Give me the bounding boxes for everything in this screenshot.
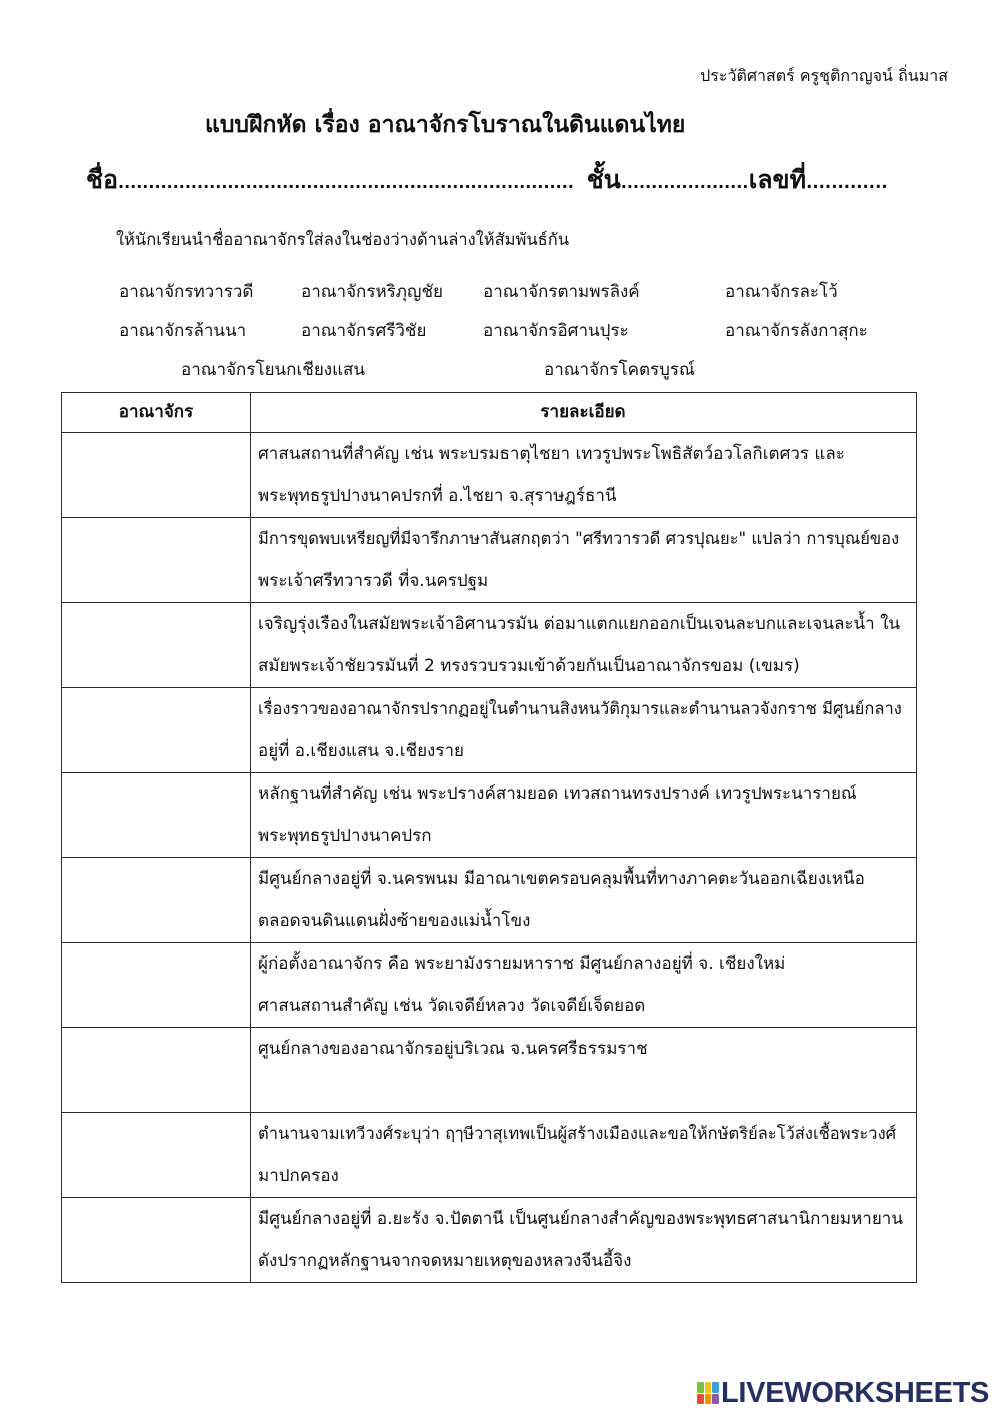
word-bank-item: อาณาจักรลังกาสุกะ xyxy=(725,321,868,341)
detail-line: ตำนานจามเทวีวงศ์ระบุว่า ฤๅษีวาสุเทพเป็นผู้สร้างเมืองและขอให้กษัตริย์ละโว้ส่งเชื้อพระวงศ์ xyxy=(258,1124,897,1143)
word-bank-item: อาณาจักรทวารวดี xyxy=(119,282,254,302)
table-row xyxy=(62,1197,916,1282)
detail-line: มีการขุดพบเหรียญที่มีจารึกภาษาสันสกฤตว่า "ศรีทวารวดี ศวรปุณยะ" แปลว่า การบุณย์ของ xyxy=(258,529,900,548)
answer-cell[interactable] xyxy=(62,518,251,602)
answer-cell[interactable] xyxy=(62,1198,251,1282)
detail-line: พระเจ้าศรีทวารวดี ที่จ.นครปฐม xyxy=(258,571,489,591)
answer-cell[interactable] xyxy=(62,433,251,517)
detail-line: ผู้ก่อตั้งอาณาจักร คือ พระยามังรายมหาราช มีศูนย์กลางอยู่ที่ จ. เชียงใหม่ xyxy=(258,954,786,974)
liveworksheets-logo-text: LIVEWORKSHEETS xyxy=(721,1377,990,1409)
instruction-text: ให้นักเรียนนำชื่ออาณาจักรใส่ลงในช่องว่างด้านล่างให้สัมพันธ์กัน xyxy=(116,230,570,249)
name-blank: ........................................................................... xyxy=(117,173,574,192)
detail-line: มีศูนย์กลางอยู่ที่ อ.ยะรัง จ.ปัตตานี เป็นศูนย์กลางสำคัญของพระพุทธศาสนานิกายมหายาน xyxy=(258,1209,903,1229)
detail-line: หลักฐานที่สำคัญ เช่น พระปรางค์สามยอด เทวสถานทรงปรางค์ เทวรูปพระนารายณ์ xyxy=(258,784,857,804)
answer-cell[interactable] xyxy=(62,603,251,687)
word-bank-item: อาณาจักรล้านนา xyxy=(119,321,247,341)
detail-cell xyxy=(251,433,916,517)
student-info-line xyxy=(86,160,888,202)
detail-cell xyxy=(251,943,916,1027)
detail-cell xyxy=(251,518,916,602)
table-row xyxy=(62,772,916,857)
detail-line: ศูนย์กลางของอาณาจักรอยู่บริเวณ จ.นครศรีธรรมราช xyxy=(258,1039,648,1059)
answer-cell[interactable] xyxy=(62,858,251,942)
answer-cell[interactable] xyxy=(62,943,251,1027)
answer-cell[interactable] xyxy=(62,688,251,772)
detail-line: พระพุทธรูปปางนาคปรกที่ อ.ไชยา จ.สุราษฎร์ธานี xyxy=(258,486,617,506)
detail-line: ดังปรากฏหลักฐานจากจดหมายเหตุของหลวงจีนอี้จิง xyxy=(258,1251,632,1271)
word-bank-item: อาณาจักรโคตรบูรณ์ xyxy=(544,360,695,380)
detail-line: เจริญรุ่งเรืองในสมัยพระเจ้าอิศานวรมัน ต่อมาแตกแยกออกเป็นเจนละบกและเจนละน้ำ ใน xyxy=(258,614,900,634)
logo-tile xyxy=(712,1394,719,1405)
table-header-row xyxy=(62,393,916,432)
detail-line: มาปกครอง xyxy=(258,1166,339,1186)
detail-line: พระพุทธรูปปางนาคปรก xyxy=(258,826,432,846)
logo-tile xyxy=(697,1394,704,1405)
detail-cell xyxy=(251,773,916,857)
answer-cell[interactable] xyxy=(62,773,251,857)
table-row xyxy=(62,1112,916,1197)
word-bank-item: อาณาจักรตามพรลิงค์ xyxy=(483,282,640,302)
detail-line: สมัยพระเจ้าชัยวรมันที่ 2 ทรงรวบรวมเข้าด้วยกันเป็นอาณาจักรขอม (เขมร) xyxy=(258,656,800,676)
answer-cell[interactable] xyxy=(62,1028,251,1112)
word-bank-item: อาณาจักรศรีวิชัย xyxy=(301,321,427,341)
worksheet-title: แบบฝึกหัด เรื่อง อาณาจักรโบราณในดินแดนไทย xyxy=(205,112,685,138)
matching-table xyxy=(61,392,917,1283)
logo-tile xyxy=(705,1382,712,1393)
detail-line: เรื่องราวของอาณาจักรปรากฏอยู่ในตำนานสิงหนวัติกุมารและตำนานลวจังกราช มีศูนย์กลาง xyxy=(258,699,902,718)
word-bank-item: อาณาจักรละโว้ xyxy=(725,282,838,302)
detail-line: มีศูนย์กลางอยู่ที่ จ.นครพนม มีอาณาเขตครอบคลุมพื้นที่ทางภาคตะวันออกเฉียงเหนือ xyxy=(258,869,865,889)
table-row xyxy=(62,687,916,772)
table-row xyxy=(62,857,916,942)
word-bank-item: อาณาจักรโยนกเชียงแสน xyxy=(181,360,366,380)
class-blank: ..................... xyxy=(620,173,749,192)
detail-cell xyxy=(251,858,916,942)
table-row xyxy=(62,432,916,517)
class-label: ชั้น xyxy=(586,165,621,194)
detail-line: ศาสนสถานที่สำคัญ เช่น พระบรมธาตุไชยา เทวรูปพระโพธิสัตว์อวโลกิเตศวร และ xyxy=(258,444,845,464)
name-label: ชื่อ xyxy=(86,165,118,194)
logo-tile xyxy=(705,1394,712,1405)
detail-cell xyxy=(251,603,916,687)
table-row xyxy=(62,602,916,687)
liveworksheets-logo-icon xyxy=(697,1382,719,1404)
table-row xyxy=(62,942,916,1027)
detail-cell xyxy=(251,1198,916,1282)
detail-cell xyxy=(251,1028,916,1112)
detail-line: อยู่ที่ อ.เชียงแสน จ.เชียงราย xyxy=(258,741,464,761)
detail-cell xyxy=(251,688,916,772)
number-blank: ............. xyxy=(806,173,888,192)
table-header-details: รายละเอียด xyxy=(540,402,626,422)
answer-cell[interactable] xyxy=(62,1113,251,1197)
table-row xyxy=(62,1027,916,1112)
detail-line: ศาสนสถานสำคัญ เช่น วัดเจดีย์หลวง วัดเจดีย์เจ็ดยอด xyxy=(258,996,646,1016)
detail-line: ตลอดจนดินแดนฝั่งซ้ายของแม่น้ำโขง xyxy=(258,911,531,931)
number-label: เลขที่ xyxy=(748,165,807,194)
detail-cell xyxy=(251,1113,916,1197)
logo-tile xyxy=(712,1382,719,1393)
table-header-kingdom: อาณาจักร xyxy=(62,393,251,432)
word-bank-item: อาณาจักรอิศานปุระ xyxy=(483,321,629,341)
logo-tile xyxy=(697,1382,704,1393)
liveworksheets-logo xyxy=(697,1377,995,1409)
table-row xyxy=(62,517,916,602)
teacher-credit: ประวัติศาสตร์ ครูชุติกาญจน์ ถิ่นมาส xyxy=(700,66,948,85)
word-bank-item: อาณาจักรหริภุญชัย xyxy=(301,282,443,302)
